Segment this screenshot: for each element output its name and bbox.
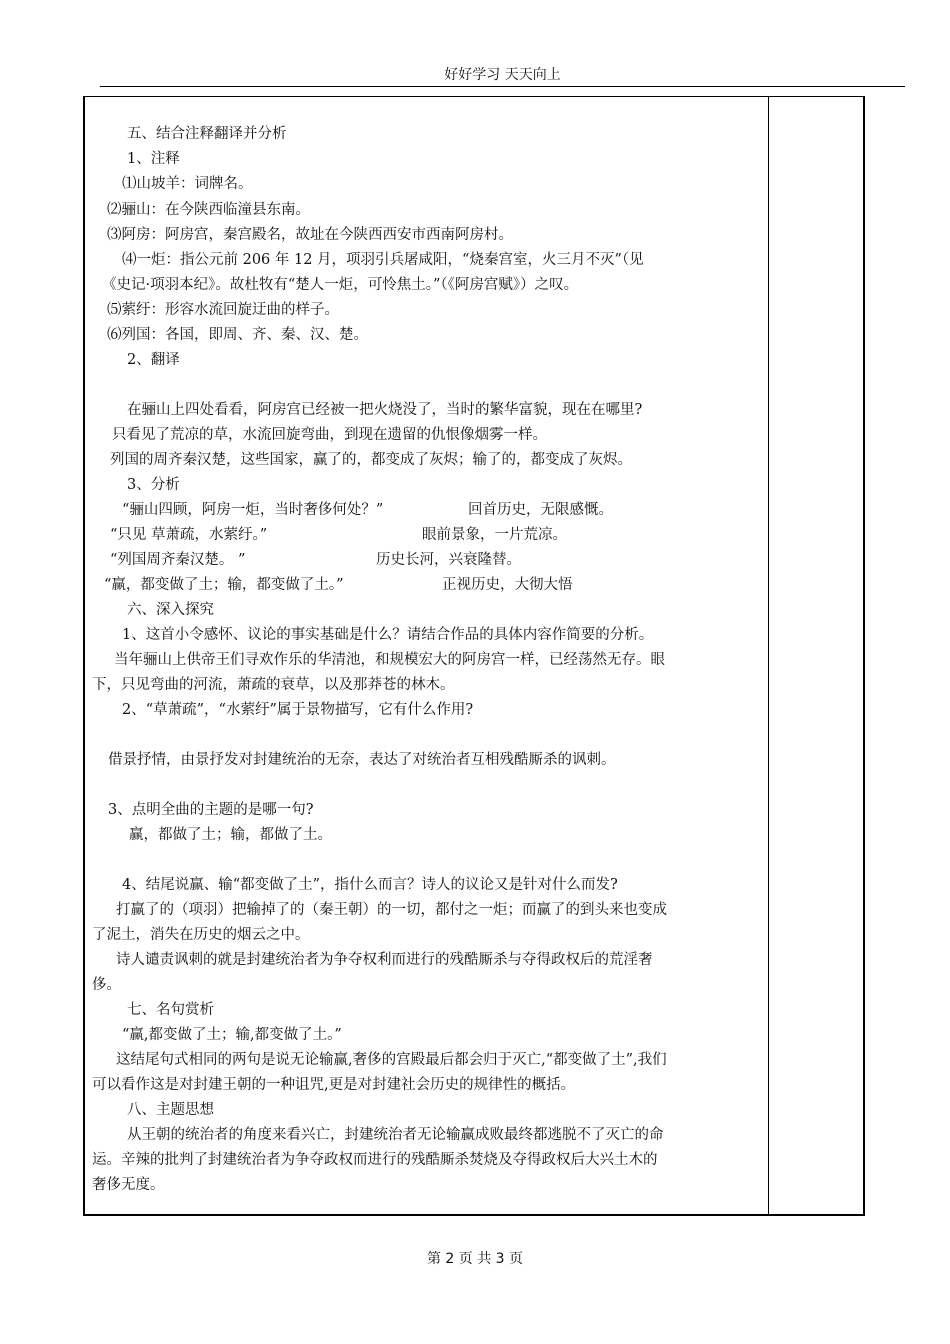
header-rule	[100, 86, 905, 87]
analysis-quote-2: “只见 草萧疏，水萦纡。”	[110, 527, 268, 543]
famous-line-quote: “赢,都变做了土；输,都变做了土。”	[122, 1027, 342, 1043]
question-4: 4、结尾说赢、输“都变做了土”，指什么而言？诗人的议论又是针对什么而发?	[122, 877, 618, 893]
page-header: 好好学习 天天向上	[444, 67, 561, 83]
answer-4-line-2: 了泥土，消失在历史的烟云之中。	[92, 927, 310, 943]
analysis-quote-3: “列国周齐秦汉楚。 ”	[110, 552, 246, 568]
section-heading-5: 五、结合注释翻译并分析	[127, 126, 287, 142]
page-footer: 第 2 页 共 3 页	[426, 1251, 524, 1267]
theme-line-2: 运。辛辣的批判了封建统治者为争夺政权而进行的残酷厮杀焚烧及夺得政权后大兴土木的	[92, 1152, 658, 1168]
analysis-comment-1: 回首历史，无限感慨。	[468, 502, 613, 518]
analysis-quote-1: “骊山四顾，阿房一炬，当时奢侈何处？”	[122, 502, 384, 518]
question-3: 3、点明全曲的主题的是哪一句?	[108, 802, 314, 818]
answer-1-line-1: 当年骊山上供帝王们寻欢作乐的华清池，和规模宏大的阿房宫一样，已经荡然无存。眼	[114, 652, 665, 668]
answer-2: 借景抒情，由景抒发对封建统治的无奈，表达了对统治者互相残酷厮杀的讽刺。	[108, 752, 616, 768]
translation-line-2: 只看见了荒凉的草，水流回旋弯曲，到现在遗留的仇恨像烟雾一样。	[112, 427, 547, 443]
answer-4-line-4: 侈。	[92, 977, 121, 993]
question-2: 2、“草萧疏”，“水萦纡”属于景物描写，它有什么作用?	[122, 702, 474, 718]
translation-line-1: 在骊山上四处看看，阿房宫已经被一把火烧没了，当时的繁华富貌，现在在哪里?	[127, 402, 643, 418]
theme-line-1: 从王朝的统治者的角度来看兴亡，封建统治者无论输赢成败最终都逃脱不了灭亡的命	[127, 1127, 664, 1143]
answer-1-line-2: 下，只见弯曲的河流，萧疏的衰草，以及那莽苍的林木。	[92, 677, 455, 693]
section-heading-8: 八、主题思想	[127, 1102, 214, 1118]
section-heading-7: 七、名句赏析	[127, 1002, 214, 1018]
table-column-divider	[768, 96, 769, 1216]
analysis-comment-4: 正视历史，大彻大悟	[442, 577, 573, 593]
theme-line-3: 奢侈无度。	[92, 1177, 165, 1193]
answer-4-line-1: 打赢了的（项羽）把输掉了的（秦王朝）的一切，都付之一炬；而赢了的到头来也变成	[116, 902, 667, 918]
answer-4-line-3: 诗人谴责讽刺的就是封建统治者为争夺权利而进行的残酷厮杀与夺得政权后的荒淫奢	[116, 952, 653, 968]
note-4-line-1: ⑷一炬：指公元前 206 年 12 月，项羽引兵屠咸阳，“烧秦宫室，火三月不灭”（见	[122, 252, 644, 268]
note-1: ⑴山坡羊：词牌名。	[122, 176, 253, 192]
note-4-line-2: 《史记·项羽本纪》。故杜牧有“楚人一炬，可怜焦土。”（《阿房宫赋》）之叹。	[102, 277, 579, 293]
analysis-comment-2: 眼前景象，一片荒凉。	[422, 527, 567, 543]
subheading-notes: 1、注释	[127, 151, 180, 167]
answer-3: 赢，都做了土；输，都做了土。	[129, 827, 332, 843]
question-1: 1、这首小令感怀、议论的事实基础是什么？请结合作品的具体内容作简要的分析。	[122, 627, 654, 643]
famous-line-analysis-2: 可以看作这是对封建王朝的一种诅咒,更是对封建社会历史的规律性的概括。	[92, 1077, 576, 1093]
subheading-analysis: 3、分析	[127, 477, 180, 493]
note-3: ⑶阿房：阿房宫，秦宫殿名，故址在今陕西西安市西南阿房村。	[107, 227, 513, 243]
note-6: ⑹列国：各国，即周、齐、秦、汉、楚。	[107, 327, 368, 343]
analysis-comment-3: 历史长河，兴衰隆替。	[376, 552, 521, 568]
subheading-translation: 2、翻译	[127, 352, 180, 368]
section-heading-6: 六、深入探究	[127, 602, 214, 618]
analysis-quote-4: “赢，都变做了土；输，都变做了土。”	[104, 577, 344, 593]
famous-line-analysis-1: 这结尾句式相同的两句是说无论输赢,奢侈的宫殿最后都会归于灭亡,“都变做了土”,我们	[116, 1052, 667, 1068]
note-5: ⑸萦纡：形容水流回旋迂曲的样子。	[107, 302, 339, 318]
note-2: ⑵骊山：在今陕西临潼县东南。	[107, 202, 310, 218]
translation-line-3: 列国的周齐秦汉楚，这些国家，赢了的，都变成了灰烬；输了的，都变成了灰烬。	[110, 452, 632, 468]
